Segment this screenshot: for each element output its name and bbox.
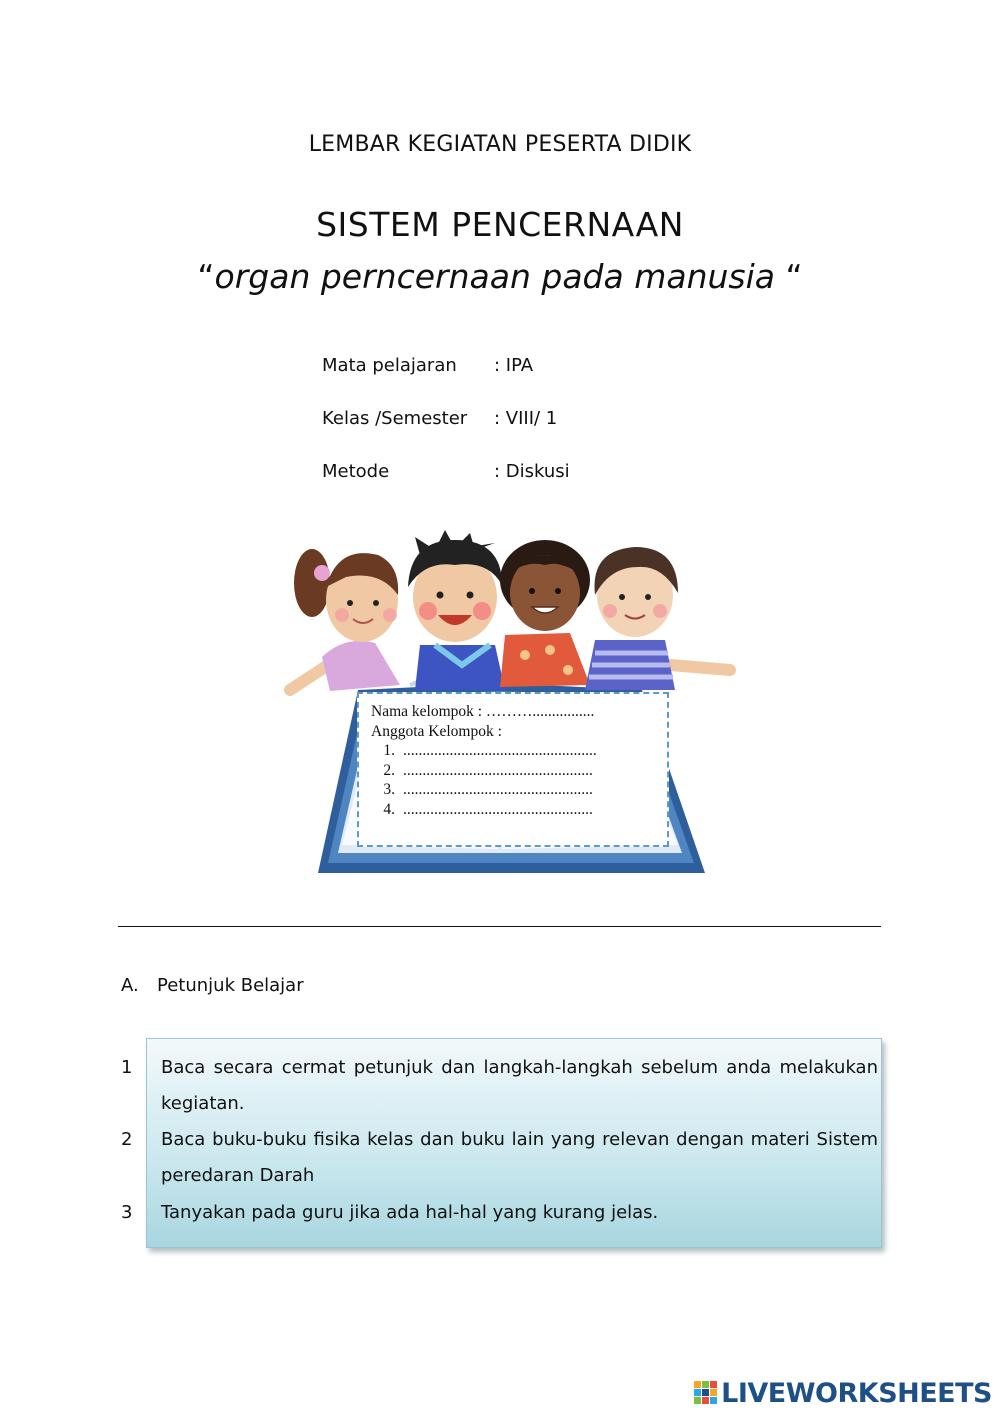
info-value: : VIII/ 1 — [494, 408, 558, 429]
instruction-text: Tanyakan pada guru jika ada hal-hal yang kurang jelas. — [161, 1202, 659, 1223]
child-boy-striped — [585, 547, 730, 690]
info-label: Mata pelajaran — [322, 355, 457, 376]
member-item[interactable]: 1. .................................................. — [383, 742, 597, 759]
section-divider — [118, 926, 881, 927]
document-kicker: LEMBAR KEGIATAN PESERTA DIDIK — [308, 132, 692, 157]
instruction-number: 3 — [121, 1202, 133, 1223]
subtitle-text: organ perncernaan pada manusia — [214, 257, 775, 296]
section-letter: A. — [121, 975, 139, 996]
liveworksheets-watermark[interactable] — [693, 1378, 992, 1408]
page-title: SISTEM PENCERNAAN — [316, 205, 684, 244]
info-value: : IPA — [494, 355, 534, 376]
child-girl-left — [290, 549, 400, 691]
instruction-number: 2 — [121, 1129, 133, 1150]
child-girl-orange — [500, 540, 590, 687]
member-item[interactable]: 4. ................................................. — [383, 800, 593, 818]
members-label: Anggota Kelompok : — [371, 722, 502, 740]
member-item[interactable]: 3. ................................................. — [383, 781, 593, 798]
group-name-field[interactable]: Nama kelompok : ………................ — [371, 703, 595, 720]
subtitle-open-quote: “ — [197, 257, 215, 296]
child-boy-blue — [408, 530, 505, 690]
group-info-card — [357, 692, 669, 847]
section-title: Petunjuk Belajar — [157, 975, 304, 996]
liveworksheets-logo-icon — [693, 1380, 719, 1406]
info-label: Metode — [322, 461, 390, 482]
page-subtitle — [0, 257, 1000, 296]
instruction-text: Baca secara cermat petunjuk dan langkah-langkah sebelum anda melakukan kegiatan. — [161, 1057, 878, 1114]
section-heading — [121, 975, 304, 996]
watermark-text: LIVEWORKSHEETS — [721, 1377, 992, 1409]
subtitle-close-quote: “ — [774, 257, 803, 296]
info-value: : Diskusi — [494, 461, 570, 482]
members-list — [371, 741, 655, 819]
instruction-number: 1 — [121, 1057, 133, 1078]
instruction-text: Baca buku-buku fisika kelas dan buku lain yang relevan dengan materi Sistem peredaran Darah — [161, 1129, 878, 1186]
info-label: Kelas /Semester — [322, 408, 468, 429]
member-item[interactable]: 2. ................................................. — [383, 761, 593, 779]
